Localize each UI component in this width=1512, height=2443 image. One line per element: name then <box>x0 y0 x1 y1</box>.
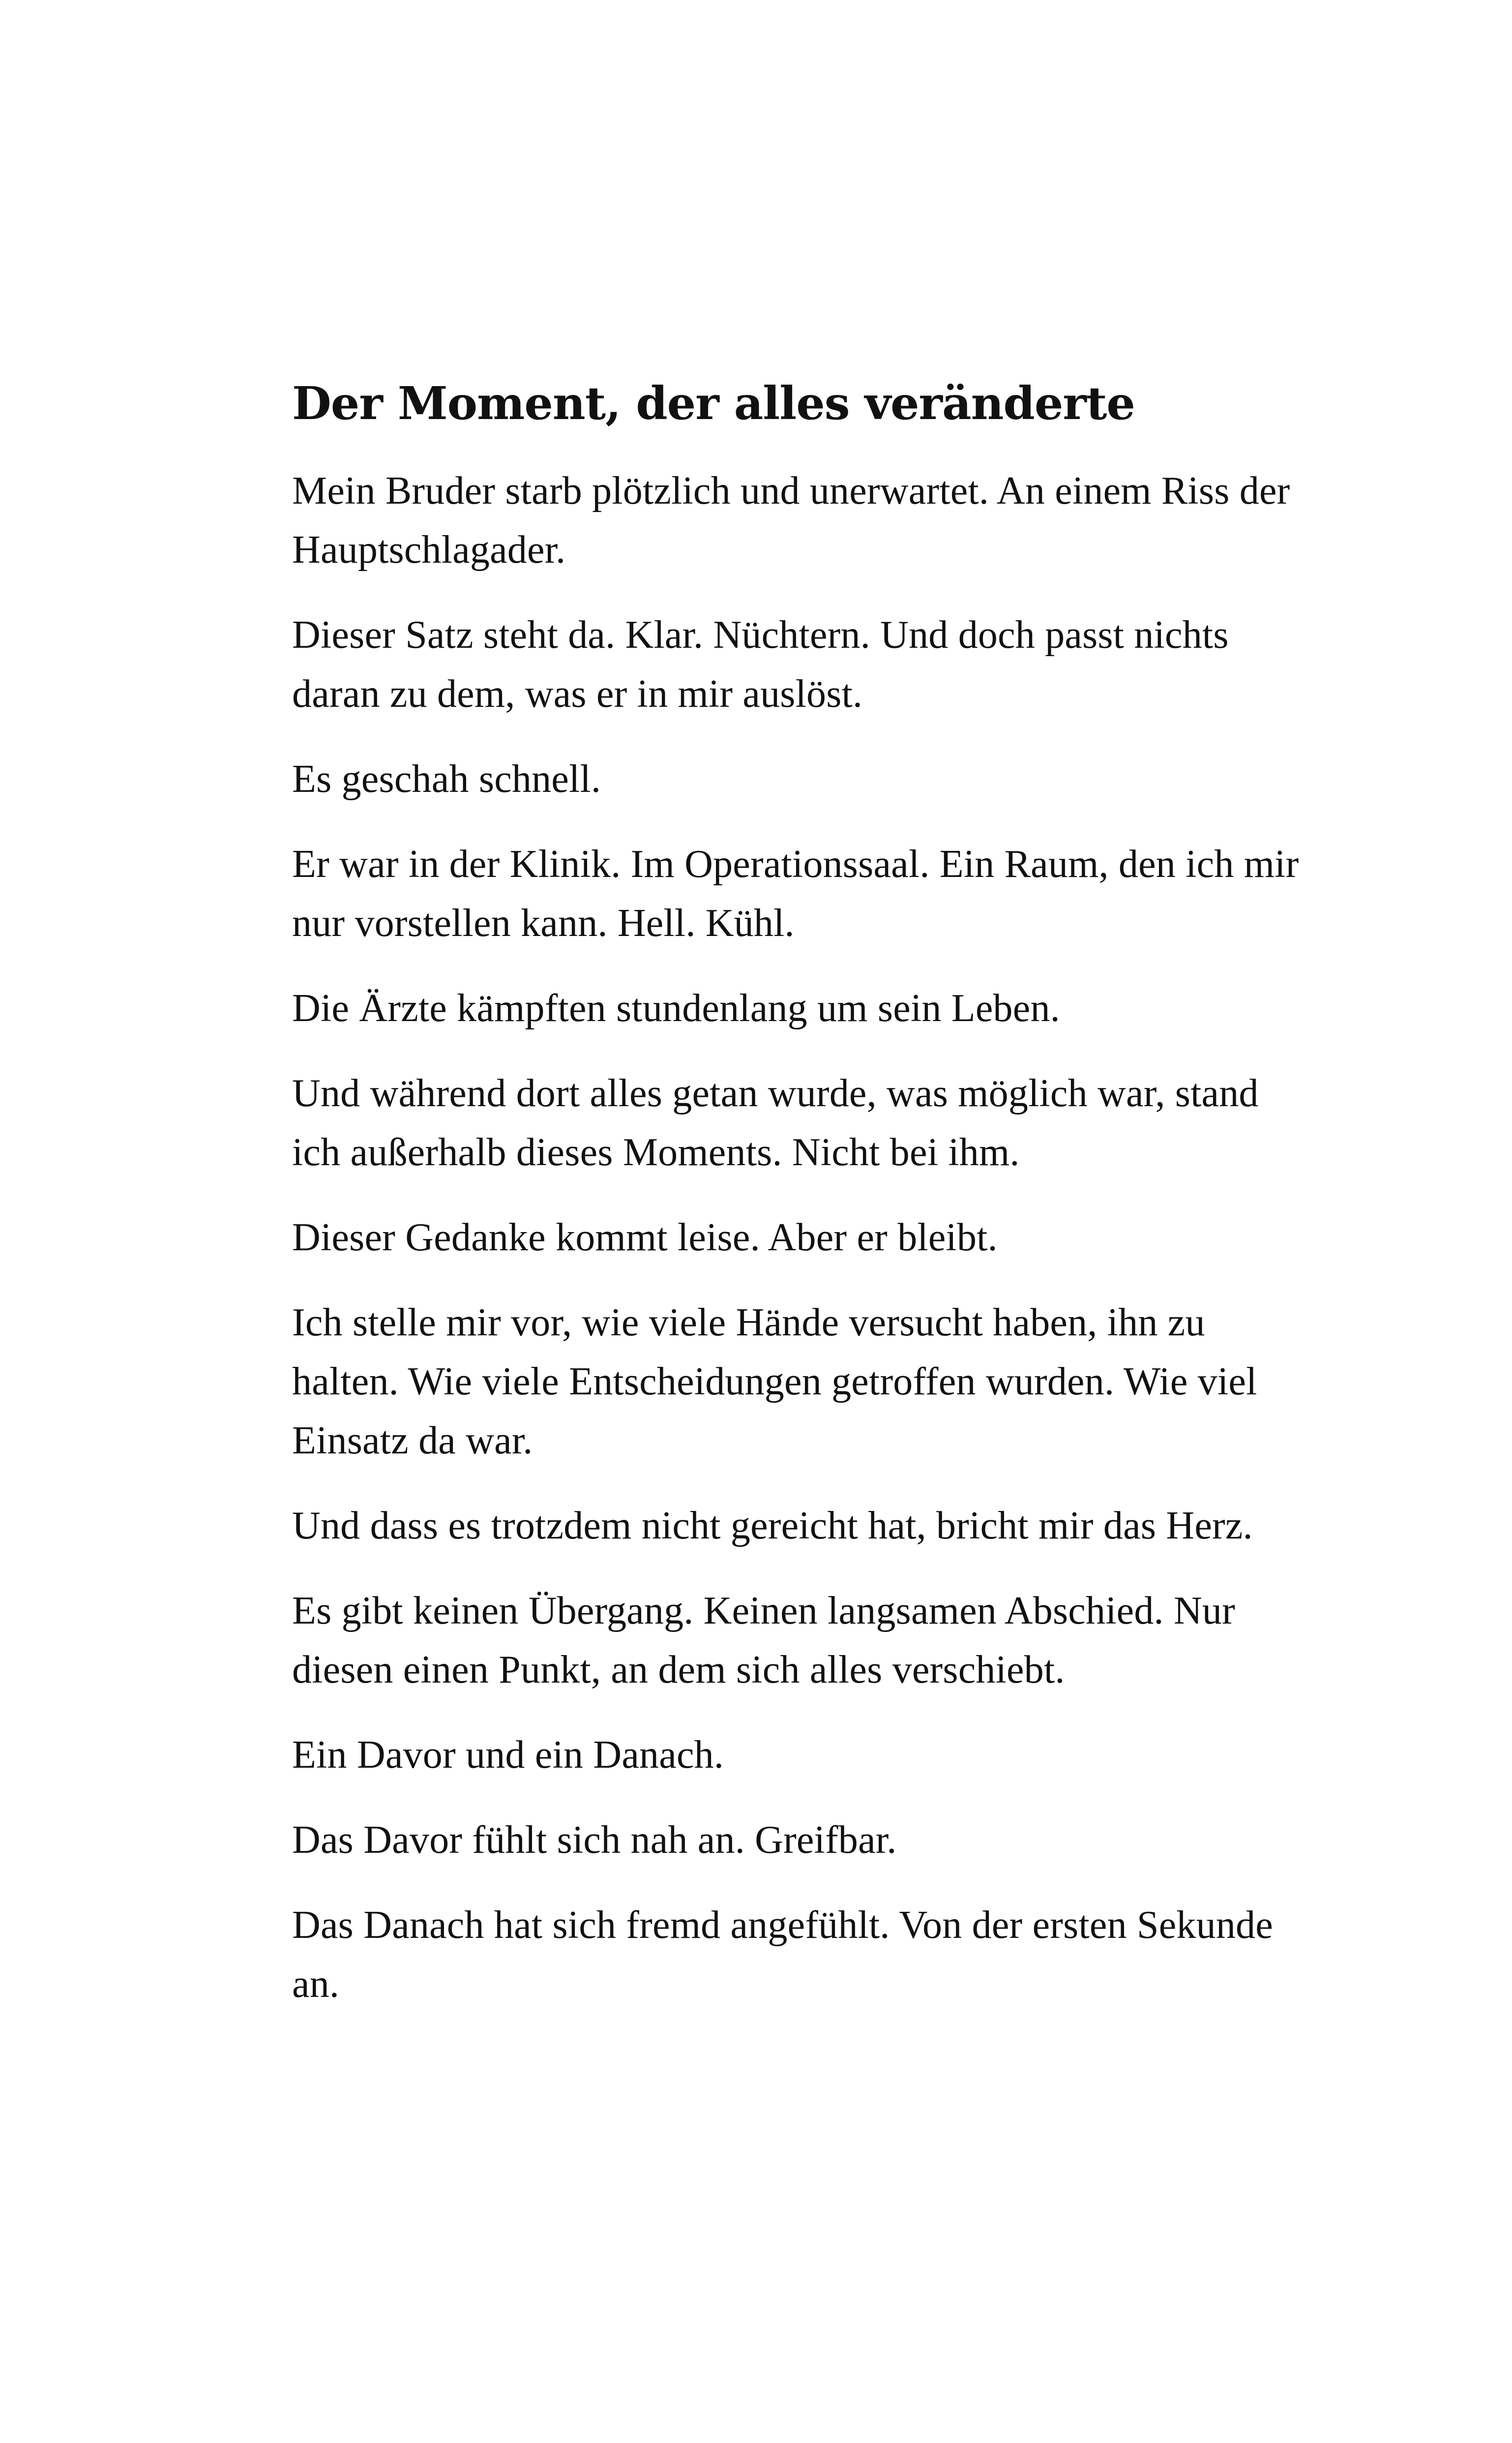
paragraph-10: Es gibt keinen Übergang. Keinen langsamen Abschied. Nur diesen einen Punkt, an dem sich alles verschiebt. <box>292 1589 1235 1691</box>
chapter-content <box>292 374 1300 2014</box>
paragraph-11: Ein Davor und ein Danach. <box>292 1733 724 1777</box>
paragraph-9: Und dass es trotzdem nicht gereicht hat, bricht mir das Herz. <box>292 1504 1253 1547</box>
paragraph-3: Es geschah schnell. <box>292 757 601 801</box>
paragraph-4: Er war in der Klinik. Im Operationssaal. Ein Raum, den ich mir nur vorstellen kann. Hell. Kühl. <box>292 843 1299 945</box>
paragraph-5: Die Ärzte kämpften stundenlang um sein Leben. <box>292 987 1060 1030</box>
paragraph-7: Dieser Gedanke kommt leise. Aber er bleibt. <box>292 1216 998 1259</box>
paragraph-12: Das Davor fühlt sich nah an. Greifbar. <box>292 1818 897 1862</box>
paragraph-8: Ich stelle mir vor, wie viele Hände versucht haben, ihn zu halten. Wie viele Entscheidungen getroffen wurden. Wie viel Einsatz da war. <box>292 1301 1257 1462</box>
paragraph-2: Dieser Satz steht da. Klar. Nüchtern. Und doch passt nichts daran zu dem, was er in mir auslöst. <box>292 613 1229 716</box>
chapter-title: Der Moment, der alles veränderte <box>292 377 1135 430</box>
paragraph-6: Und während dort alles getan wurde, was möglich war, stand ich außerhalb dieses Moments. Nicht bei ihm. <box>292 1072 1259 1174</box>
paragraph-1: Mein Bruder starb plötzlich und unerwartet. An einem Riss der Hauptschlagader. <box>292 469 1290 572</box>
paragraph-13: Das Danach hat sich fremd angefühlt. Von der ersten Sekunde an. <box>292 1903 1273 2006</box>
